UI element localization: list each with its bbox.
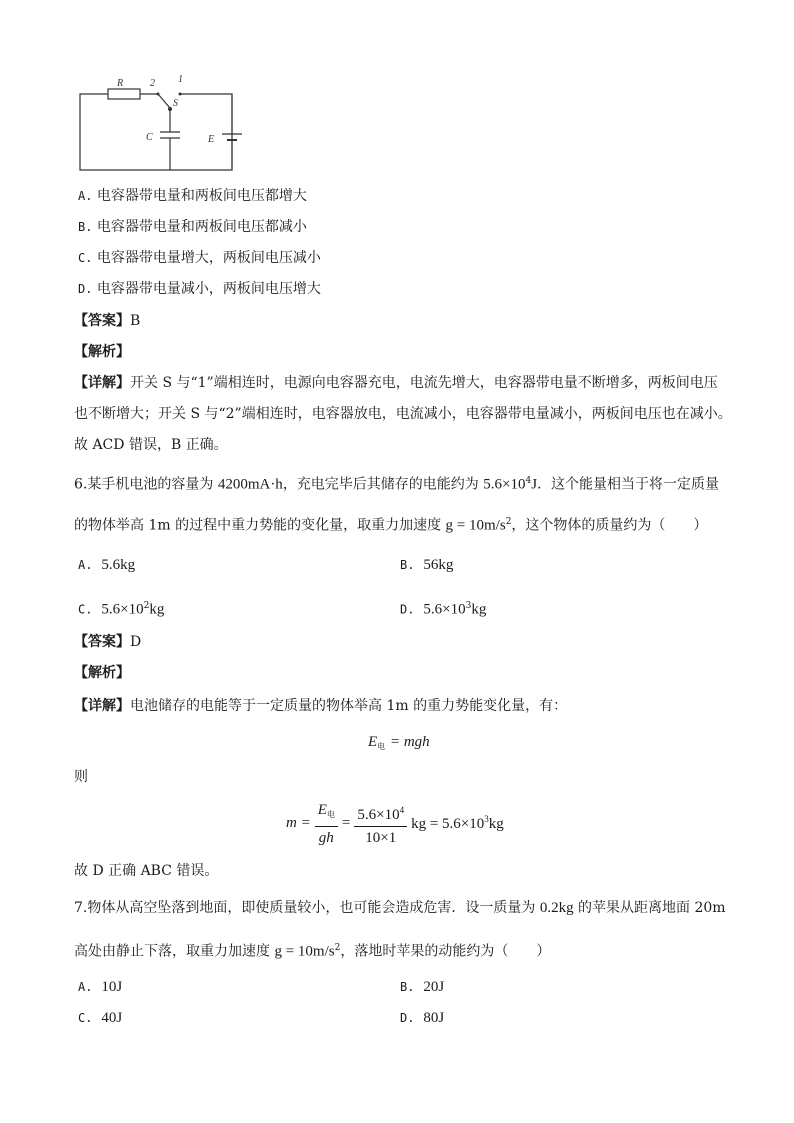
q6-option-c: C. $5.6\times 10^2kg$ — [78, 601, 165, 618]
q7-option-b: B. 20J — [400, 979, 445, 995]
q5-detail-line2: 也不断增大；开关 S 与“2”端相连时，电容器放电，电流减小，电容器带电量减小，两板间电压也在减小。 — [74, 406, 732, 422]
label-1: 1 — [178, 74, 183, 85]
q6-conclusion: 故 D 正确 ABC 错误。 — [74, 863, 219, 879]
q6-analysis-tag: 【解析】 — [74, 665, 130, 681]
q5-option-c: C. 电容器带电量增大，两板间电压减小 — [78, 250, 321, 266]
q5-detail-line1: 【详解】开关 S 与“1”端相连时，电源向电容器充电，电流先增大，电容器带电量不断增多，两板间电压 — [74, 375, 718, 391]
q7-option-a: A. 10J — [78, 979, 123, 995]
q5-detail-line3: 故 ACD 错误，B 正确。 — [74, 437, 228, 453]
q5-option-a: A. 电容器带电量和两板间电压都增大 — [78, 188, 307, 204]
q6-equation-mass: m = $\frac{E_电}{gh}$ = $\frac{5.6\times 10^4}{10\times 1}$ kg = $5.6\times 10^3kg$ — [286, 802, 504, 846]
q6-equation-energy: $E_电$ = mgh — [368, 734, 430, 751]
q6-answer: 【答案】D — [74, 634, 142, 650]
label-S: S — [173, 98, 178, 109]
q6-option-b: B. 56kg — [400, 557, 454, 573]
q7-stem-line2: 高处由静止下落，取重力加速度 $g = 10m/s^2$，落地时苹果的动能约为（ ） — [74, 943, 551, 960]
label-E: E — [208, 134, 215, 145]
label-R: R — [117, 78, 124, 89]
label-2: 2 — [150, 78, 155, 89]
circuit-diagram — [70, 72, 250, 178]
q5-analysis-tag: 【解析】 — [74, 344, 130, 360]
q6-detail: 【详解】电池储存的电能等于一定质量的物体举高 1m 的重力势能变化量，有： — [74, 698, 568, 714]
q6-option-d: D. $5.6\times 10^3kg$ — [400, 601, 487, 618]
q6-option-a: A. 5.6kg — [78, 557, 136, 573]
q7-stem-line1: 7.物体从高空坠落到地面，即使质量较小，也可能会造成危害．设一质量为 0.2kg 的苹果从距离地面 20m — [74, 900, 726, 916]
q6-stem-line1: 6.某手机电池的容量为 4200mA·h，充电完毕后其储存的电能约为 $5.6\times 10^4J$．这个能量相当于将一定质量 — [74, 476, 720, 493]
label-C: C — [146, 132, 153, 143]
q7-option-d: D. 80J — [400, 1010, 445, 1026]
q5-option-b: B. 电容器带电量和两板间电压都减小 — [78, 219, 307, 235]
q6-ze: 则 — [74, 769, 88, 785]
q5-option-d: D. 电容器带电量减小，两板间电压增大 — [78, 281, 321, 297]
q6-stem-line2: 的物体举高 1m 的过程中重力势能的变化量，取重力加速度 $g = 10m/s^2$，这个物体的质量约为（ ） — [74, 517, 708, 534]
q5-answer: 【答案】B — [74, 313, 141, 329]
q7-option-c: C. 40J — [78, 1010, 123, 1026]
